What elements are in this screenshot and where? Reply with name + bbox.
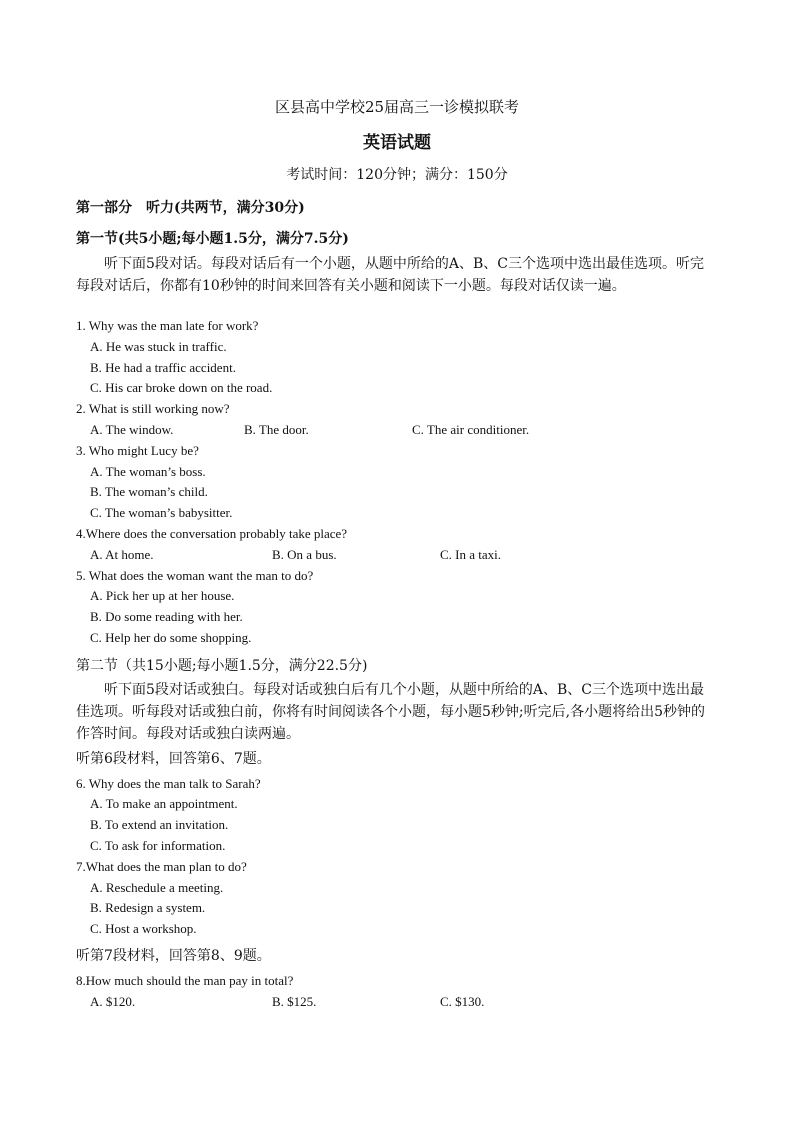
q5-option-a: A. Pick her up at her house. — [90, 588, 235, 603]
question-3: 3. Who might Lucy be? — [76, 443, 199, 458]
q3-option-b: B. The woman’s child. — [90, 484, 208, 499]
subject-title: 英语试题 — [363, 133, 431, 153]
question-7: 7.What does the man plan to do? — [76, 859, 247, 874]
q7-option-b: B. Redesign a system. — [90, 900, 206, 915]
sec1-title: 第一节(共5小题;每小题1.5分，满分7.5分) — [76, 231, 349, 247]
q4-option-a: A. At home. — [90, 547, 154, 562]
q8-option-b: B. $125. — [272, 994, 317, 1009]
q4-option-c: C. In a taxi. — [440, 547, 502, 562]
q3-option-a: A. The woman’s boss. — [90, 464, 206, 479]
exam-info: 考试时间：120分钟；满分：150分 — [286, 167, 508, 183]
q2-option-c: C. The air conditioner. — [412, 422, 530, 437]
q6-option-b: B. To extend an invitation. — [90, 817, 229, 832]
q6-option-a: A. To make an appointment. — [90, 796, 238, 811]
q8-option-c: C. $130. — [440, 994, 485, 1009]
sec1-instructions: 听下面5段对话。每段对话后有一个小题，从题中所给的A、B、C三个选项中选出最佳选项。听完每段对话后，你都有10秒钟的时间来回答有关小题和阅读下一小题。每段对话仅读一遍。 — [76, 256, 705, 294]
question-4: 4.Where does the conversation probably take place? — [76, 526, 348, 541]
group-6-header: 听第6段材料，回答第6、7题。 — [76, 751, 271, 767]
school-title: 区县高中学校25届高三一诊模拟联考 — [274, 98, 520, 116]
q3-option-c: C. The woman’s babysitter. — [90, 505, 233, 520]
group-7-header: 听第7段材料，回答第8、9题。 — [76, 948, 271, 964]
part1-title: 第一部分 听力(共两节，满分30分) — [76, 200, 305, 216]
question-8: 8.How much should the man pay in total? — [76, 973, 294, 988]
q8-option-a: A. $120. — [90, 994, 136, 1009]
q4-option-b: B. On a bus. — [272, 547, 337, 562]
q1-option-a: A. He was stuck in traffic. — [90, 339, 227, 354]
q2-option-a: A. The window. — [90, 422, 174, 437]
q7-option-a: A. Reschedule a meeting. — [90, 880, 224, 895]
sec2-title: 第二节（共15小题;每小题1.5分，满分22.5分) — [76, 658, 368, 674]
question-6: 6. Why does the man talk to Sarah? — [76, 776, 261, 791]
q5-option-b: B. Do some reading with her. — [90, 609, 243, 624]
q1-option-c: C. His car broke down on the road. — [90, 380, 273, 395]
q5-option-c: C. Help her do some shopping. — [90, 630, 252, 645]
q1-option-b: B. He had a traffic accident. — [90, 360, 236, 375]
sec2-instructions: 听下面5段对话或独白。每段对话或独白后有几个小题，从题中所给的A、B、C三个选项中选出最佳选项。听每段对话或独白前，你将有时间阅读各个小题，每小题5秒钟;听完后,各小题将给出5秒钟的作答时间。每段对话或独白读两遍。 — [76, 682, 705, 742]
question-2: 2. What is still working now? — [76, 401, 230, 416]
q7-option-c: C. Host a workshop. — [90, 921, 197, 936]
q6-option-c: C. To ask for information. — [90, 838, 226, 853]
q2-option-b: B. The door. — [244, 422, 309, 437]
question-1: 1. Why was the man late for work? — [76, 318, 259, 333]
question-5: 5. What does the woman want the man to do? — [76, 568, 314, 583]
